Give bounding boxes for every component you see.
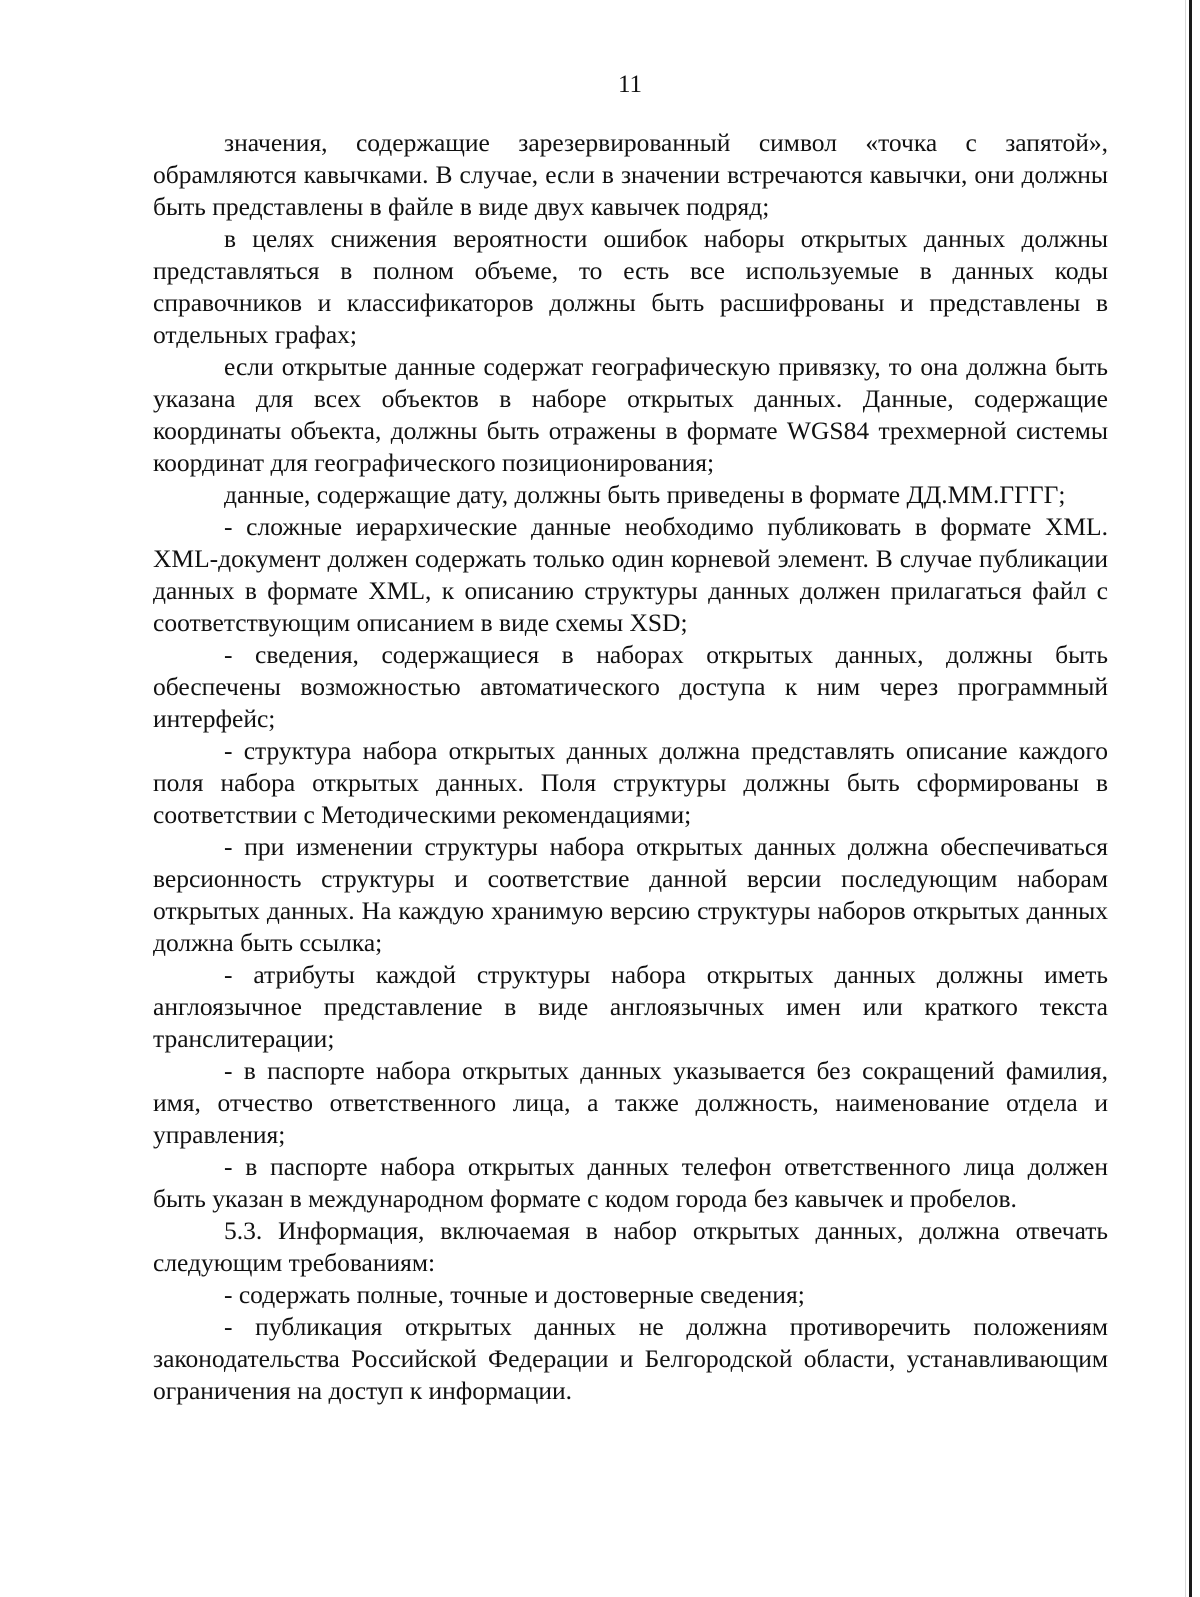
paragraph: в целях снижения вероятности ошибок наборы открытых данных должны представляться в полном объеме, то есть все используемые в данных коды справочников и классификаторов должны быть расшифрованы и представлены в отдельных графах; <box>153 224 1108 349</box>
paragraph: - сложные иерархические данные необходимо публиковать в формате XML. XML-документ должен содержать только один корневой элемент. В случае публикации данных в формате XML, к описанию структуры данных должен прилагаться файл с соответствующим описанием в виде схемы XSD; <box>153 512 1108 637</box>
paragraph: данные, содержащие дату, должны быть приведены в формате ДД.ММ.ГГГГ; <box>224 480 1066 509</box>
section-heading-paragraph: 5.3. Информация, включаемая в набор открытых данных, должна отвечать следующим требованиям: <box>153 1216 1108 1277</box>
paragraph: - публикация открытых данных не должна противоречить положениям законодательства Российской Федерации и Белгородской области, устанавливающим ограничения на доступ к информации. <box>153 1312 1108 1405</box>
paragraph: - при изменении структуры набора открытых данных должна обеспечиваться версионность структуры и соответствие данной версии последующим наборам открытых данных. На каждую хранимую версию структуры наборов открытых данных должна быть ссылка; <box>153 832 1108 957</box>
paragraph: - структура набора открытых данных должна представлять описание каждого поля набора открытых данных. Поля структуры должны быть сформированы в соответствии с Методическими рекомендациями; <box>153 736 1108 829</box>
paragraph: - содержать полные, точные и достоверные сведения; <box>224 1280 805 1309</box>
paragraph: - в паспорте набора открытых данных телефон ответственного лица должен быть указан в международном формате с кодом города без кавычек и пробелов. <box>153 1152 1108 1213</box>
scan-border <box>1189 0 1192 1597</box>
paragraph: - в паспорте набора открытых данных указывается без сокращений фамилия, имя, отчество ответственного лица, а также должность, наименование отдела и управления; <box>153 1056 1108 1149</box>
page-number: 11 <box>617 71 643 98</box>
paragraph: значения, содержащие зарезервированный символ «точка с запятой», обрамляются кавычками. В случае, если в значении встречаются кавычки, они должны быть представлены в файле в виде двух кавычек подряд; <box>153 128 1108 221</box>
paragraph: - сведения, содержащиеся в наборах открытых данных, должны быть обеспечены возможностью автоматического доступа к ним через программный интерфейс; <box>153 640 1108 733</box>
scan-border-shadow <box>1185 0 1186 1597</box>
paragraph: если открытые данные содержат географическую привязку, то она должна быть указана для всех объектов в наборе открытых данных. Данные, содержащие координаты объекта, должны быть отражены в формате WGS84 трехмерной системы координат для географического позиционирования; <box>153 352 1108 477</box>
paragraph: - атрибуты каждой структуры набора открытых данных должны иметь англоязычное представление в виде англоязычных имен или краткого текста транслитерации; <box>153 960 1108 1053</box>
document-body <box>153 127 1108 1407</box>
